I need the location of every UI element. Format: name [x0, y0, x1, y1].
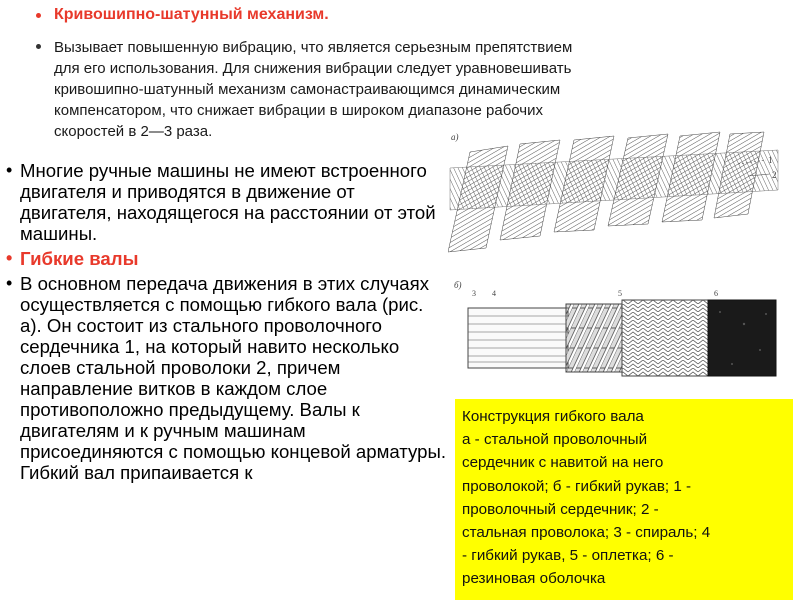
bullet-item: • В основном передача движения в этих случаях осуществляется с помощью гибкого вала (рис. а). Он состоит из стального проволочного сердечника 1, на который навито несколько слоев стальной проволоки 2, причем направление витков в каждом слое противоположно предыдущему. Валы к двигателям и к ручным машинам присоединяются с помощью концевой арматуры. Гибкий вал припаивается к — [6, 273, 446, 483]
rubber-sheath-section — [708, 300, 776, 376]
label-3: 3 — [472, 289, 476, 298]
bullet-icon — [36, 13, 41, 18]
label-a: а) — [451, 132, 459, 142]
figure-caption — [455, 399, 793, 600]
flexible-shaft-figure — [448, 128, 788, 390]
label-6: 6 — [714, 289, 718, 298]
paragraph-line: скоростей в 2—3 раза. — [54, 123, 213, 140]
caption-line: стальная проволока; 3 - спираль; 4 — [462, 524, 711, 542]
paragraph-line: компенсатором, что снижает вибрации в широком диапазоне рабочих — [54, 102, 543, 119]
caption-line: Конструкция гибкого вала — [462, 408, 644, 425]
paragraph-line: Вызывает повышенную вибрацию, что является серьезным препятствием — [54, 39, 573, 56]
core-section — [468, 308, 568, 368]
label-4: 4 — [492, 289, 496, 298]
label-b: б) — [454, 280, 462, 290]
section-title: Кривошипно-шатунный механизм. — [54, 6, 329, 23]
label-2: 2 — [772, 170, 777, 180]
braid-section — [622, 300, 708, 376]
paragraph-line: кривошипно-шатунный механизм самонастраивающимся динамическим — [54, 81, 561, 98]
label-1: 1 — [768, 155, 773, 165]
paragraph-line: для его использования. Для снижения вибрации следует уравновешивать — [54, 60, 572, 77]
caption-line: проволочный сердечник; 2 - — [462, 500, 659, 518]
bullet-item: • Многие ручные машины не имеют встроенного двигателя и приводятся в движение от двигателя, находящегося на расстоянии от этой машины. — [6, 160, 446, 244]
bullet-icon — [36, 44, 41, 49]
label-5: 5 — [618, 289, 622, 298]
subheading-flexible-shafts: • Гибкие валы — [6, 248, 446, 269]
caption-line: - гибкий рукав, 5 - оплетка; 6 - — [462, 547, 674, 565]
left-text-column — [6, 160, 446, 487]
header-paragraph — [54, 37, 754, 142]
caption-line: проволокой; б - гибкий рукав; 1 - — [462, 477, 692, 495]
shaft-illustration — [448, 128, 788, 390]
caption-line: а - стальной проволочный — [462, 431, 648, 449]
spiral-section — [566, 304, 622, 372]
caption-line: резиновая оболочка — [462, 570, 606, 588]
caption-line: сердечник с навитой на него — [462, 454, 664, 472]
